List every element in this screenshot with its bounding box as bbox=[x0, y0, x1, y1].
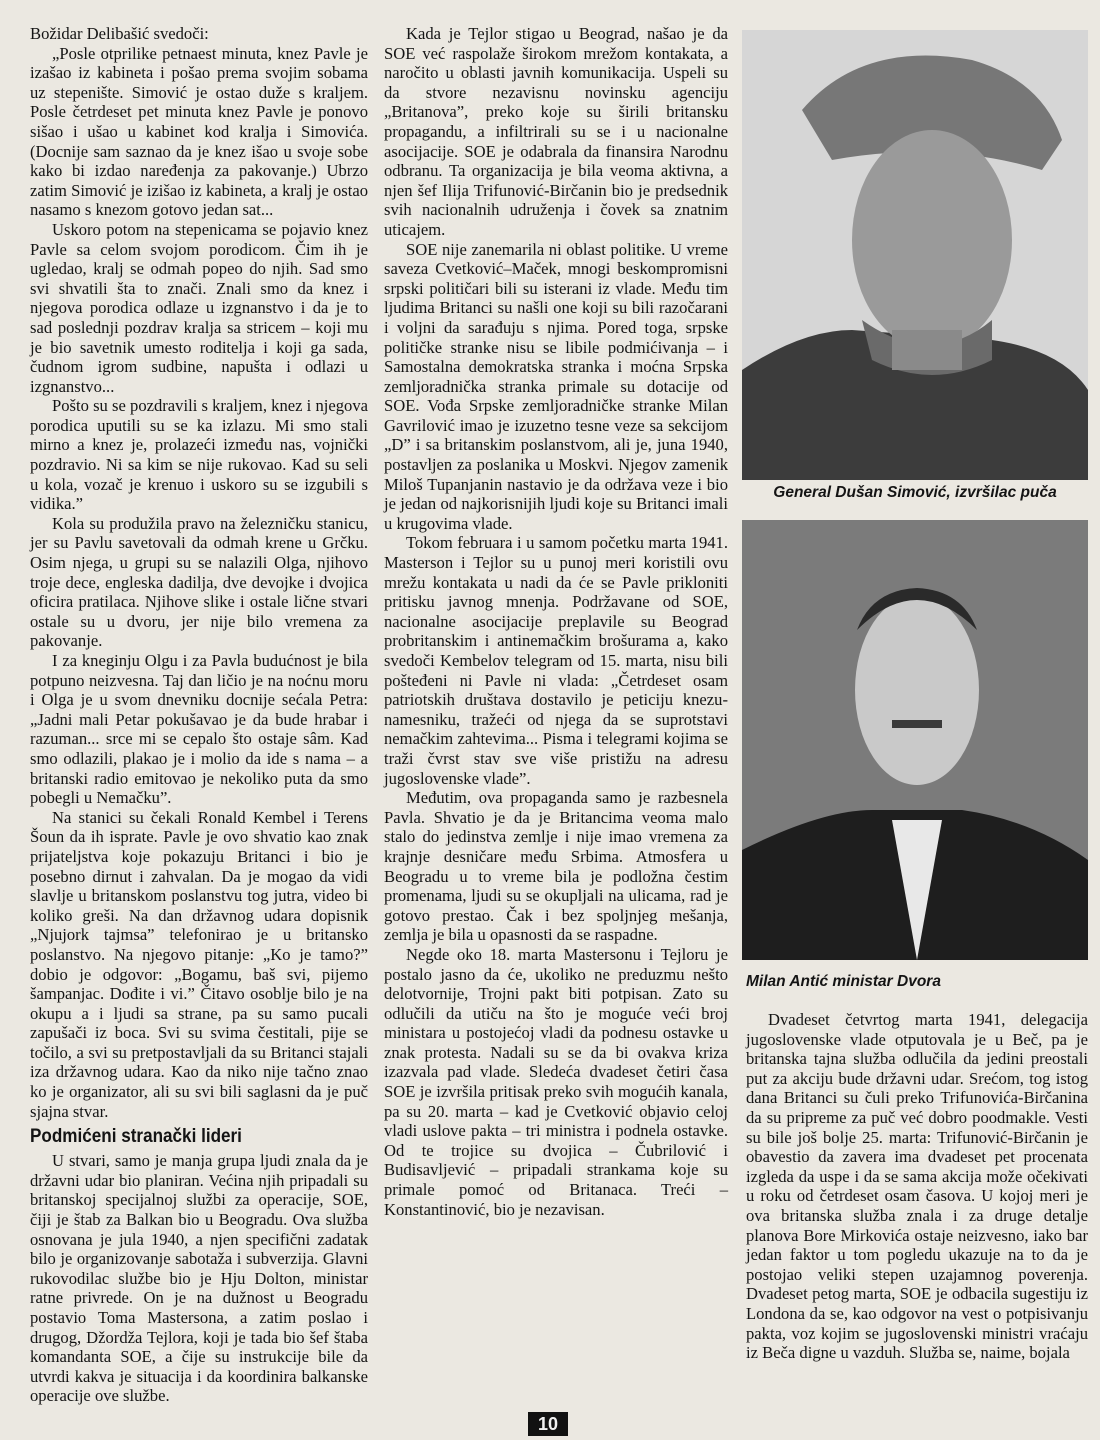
paragraph: Na stanici su čekali Ronald Kembel i Terens Šoun da ih isprate. Pavle je ovo shvatio kao znak prijateljstva koje pokazuju Britanci i bio je posebno dirnut i zahvalan. Da je mogao da vidi slavlje u britanskom poslanstvu tog jutra, video bi koliko greši. Na dan državnog udara dopisnik „Njujork tajmsa” telefonirao je u britansko poslanstvo. Na njegovo pitanje: „Ko je tamo?” dobio je odgovor: „Bogamu, baš svi, pijemo šampanjac. Dođite i vi.” Čitavo osoblje bilo je na okupu a i ljudi sa strane, pa su samo pucali zapušači iz boca. Svi su svima čestitali, pije se točilo, a svi su pretpostavljali da su Britanci stajali iza državnog udara. Kao da niko nije tačno znao ko je organizator, ali su svi bili saglasni da je puč sjajna stvar. bbox=[30, 807, 368, 1121]
photo-milan-antic bbox=[742, 520, 1088, 960]
photo-caption: General Dušan Simović, izvršilac puča bbox=[773, 484, 1057, 501]
paragraph: Kola su produžila pravo na železničku stanicu, jer su Pavlu savetovali da odmah krene u Grčku. Osim njega, u grupi su se nalazili Olga, njihovo troje dece, engleska dadilja, dve devojke i dvojica oficira pratilaca. Njihove slike i ostale lične stvari ostale su u dvoru, jer nije bilo vremena za pakovanje. bbox=[30, 513, 368, 651]
photo-general-simovic bbox=[742, 30, 1088, 480]
section-subheading: Podmićeni stranački lideri bbox=[30, 1126, 242, 1148]
photo-caption: Milan Antić ministar Dvora bbox=[746, 973, 941, 990]
paragraph: Božidar Delibašić svedoči: bbox=[30, 24, 209, 43]
paragraph: Tokom februara i u samom početku marta 1941. Masterson i Tejlor su u punoj meri koristili ovu mrežu kontakata u nadi da će se Pavle prikloniti pritisku javnog mnenja. Podržavane od SOE, nacionalne asocijacije preplavile su Beograd probritanskim i antinemačkim brošurama a, kako svedoči Kembelov telegram od 15. marta, nisu bili pošteđeni ni Pavle ni vlada: „Četrdeset osam patriotskih društava dostavilo je peticiju knezu-namesniku, tražeći od njega da se suprotstavi nemačkim zahtevima... Pisma i telegrami kojima se traži čvrst stav sve više pristižu na adresu jugoslovenske vlade”. bbox=[384, 533, 728, 788]
paragraph: U stvari, samo je manja grupa ljudi znala da je državni udar bio planiran. Većina njih pripadali su britanskoj specijalnoj službi za operacije, SOE, čiji je štab za Balkan bio u Beogradu. Ova služba osnovana je jula 1940, a njen specifični zadatak bilo je organizovanje sabotaža i subverzija. Glavni rukovodilac službe bio je Hju Dolton, ministar ratne privrede. On je na dužnost u Beogradu postavio Toma Mastersona, a zatim poslao i drugog, Džordža Tejlora, koji je tada bio šef štaba komandanta SOE, a čije su instrukcije bile da utvrdi kakva je situacija i da koordinira balkanske operacije ove službe. bbox=[30, 1151, 368, 1406]
paragraph: I za kneginju Olgu i za Pavla budućnost je bila potpuno neizvesna. Taj dan ličio je na noćnu moru i Olga je u svom dnevniku docnije sećala Petra: „Jadni mali Petar pokušavao je da bude hrabar i razuman... srce mi se cepalo što ostaje sâm. Kad smo odlazili, plakao je i molio da ide s nama – a britanski radio emitovao je nekoliko puta da smo pobegli u Nemačku”. bbox=[30, 651, 368, 808]
portrait-illustration bbox=[742, 30, 1088, 480]
paragraph: Negde oko 18. marta Mastersonu i Tejloru je postalo jasno da će, ukoliko ne preduzmu nešto delotvornije, Trojni pakt biti potpisan. Zato su odlučili da utiču na što je moguće veći broj ministara u postojećoj vladi da podnesu ostavke u znak protesta. Nadali su se da bi ovakva kriza izazvala pad vlade. Sledeća dvadeset četiri časa SOE je izvršila pritisak preko svih mogućih kanala, pa su 20. marta – kad je Cvetković objavio celoj vladi uslove pakta – tri ministra i podnela ostavke. Od te trojice su dvojica – Čubrilović i Budisavljević – pripadali strankama koje su primale pomoć od Britanaca. Treći – Konstantinović, bio je nezavisan. bbox=[384, 944, 728, 1219]
paragraph: Pošto su se pozdravili s kraljem, knez i njegova porodica uputili su se ka izlazu. Mi smo stali mirno a knez je, prolazeći između nas, vojnički pozdravio. Ni sa kim se nije rukovao. Kad su seli u kola, vozač je krenuo i uskoro su se izgubili s vidika.” bbox=[30, 396, 368, 514]
text-column-middle bbox=[384, 24, 728, 1219]
paragraph: Dvadeset četvrtog marta 1941, delegacija jugoslovenske vlade otputovala je u Beč, pa je britanska tajna služba odlučila da jedini preostali put za akciju bude državni udar. Srećom, tog istog dana Britanci su čuli preko Trifunovića-Birčanina da su pripreme za puč već dobro poodmakle. Vesti su bile još bolje 25. marta: Trifunović-Birčanin je obavestio da zavera ima dvadeset pet procenata izgleda da uspe i da se sama akcija može očekivati u roku od četrdeset osam časova. U kojoj meri je ova britanska služba znala i za druge detalje planova Bore Mirkovića ostaje neizvesno, iako bar jedan faktor u tom pogledu ukazuje na to da je postojao veliki stepen uzajamnog poverenja. Dvadeset petog marta, SOE je odbacila sugestiju iz Londona da se, kao odgovor na vest o potpisivanju pakta, voz kojim se jugoslovenski ministri vraćaju iz Beča digne u vazduh. Služba se, naime, bojala bbox=[746, 1010, 1088, 1363]
paragraph: „Posle otprilike petnaest minuta, knez Pavle je izašao iz kabineta i pošao prema svojim sobama uz stepenište. Simović je ostao duže s kraljem. Posle četrdeset pet minuta knez Pavle je ponovo sišao i ušao u kabinet kod kralja i Simovića. (Docnije sam saznao da je knez išao u svoje sobe kako bi izdao naređenja za pakovanje.) Ubrzo zatim Simović je izišao iz kabineta, a kralj je ostao nasamo s knezom gotovo jedan sat... bbox=[30, 43, 368, 220]
paragraph: Međutim, ova propaganda samo je razbesnela Pavla. Shvatio je da je Britancima veoma malo stalo do jedinstva zemlje i nije imao vremena za krajnje desničare među Srbima. Atmosfera u Beogradu u to vreme bila je podložna čestim promenama, ljudi su se okupljali na ulicama, rad je gotovo prestao. Čak i bez spoljnjeg mešanja, zemlja je bila u opasnosti da se raspadne. bbox=[384, 788, 728, 945]
paragraph: Uskoro potom na stepenicama se pojavio knez Pavle sa celom svojom porodicom. Čim ih je ugledao, kralj se odmah popeo do njih. Sad smo svi shvatili šta to znači. Znali smo da knez i njegova porodica odlaze u izgnanstvo i da je to sad poslednji pozdrav kralja sa stricem – koji mu je bio savetnik umesto roditelja i koji ga sada, čudnom igrom sudbine, napušta i odlazi u izgnanstvo... bbox=[30, 219, 368, 396]
text-column-right bbox=[746, 1010, 1088, 1363]
paragraph: Kada je Tejlor stigao u Beograd, našao je da SOE već raspolaže širokom mrežom kontakata, a naročito u oblasti javnih komunikacija. Uspeli su da stvore nezavisnu novinsku agenciju „Britanova”, preko koje su širili britansku propagandu, a infiltrirali su se i u nacionalne asocijacije. SOE je odabrala da finansira Narodnu odbranu. Ta organizacija je bila veoma aktivna, a njen šef Ilija Trifunović-Birčanin bio je predsednik svih nacionalnih udruženja i čovek sa znatnim uticajem. bbox=[384, 24, 728, 239]
page-number: 10 bbox=[528, 1412, 568, 1436]
portrait-illustration bbox=[742, 520, 1088, 960]
paragraph: SOE nije zanemarila ni oblast politike. U vreme saveza Cvetković–Maček, mnogi beskompromisni srpski političari bili su isterani iz vlade. Među tim ljudima Britanci su našli one koji su bili razočarani i voljni da sarađuju s njima. Pored toga, srpske političke stranke nisu se libile podmićivanja – i Samostalna demokratska stranka i moćna Srpska zemljoradnička stranka primale su dotacije od SOE. Vođa Srpske zemljoradničke stranke Milan Gavrilović imao je izuzetno tesne veze sa sekcijom „D” i sa britanskim poslanstvom, ali je, juna 1940, postavljen za poslanika u Moskvi. Njegov zamenik Miloš Tupanjanin nastavio je da održava veze i bio je jedan od najkorisnijih ljudi koje su Britanci imali u krugovima vlade. bbox=[384, 239, 728, 533]
text-column-left bbox=[30, 24, 368, 1406]
